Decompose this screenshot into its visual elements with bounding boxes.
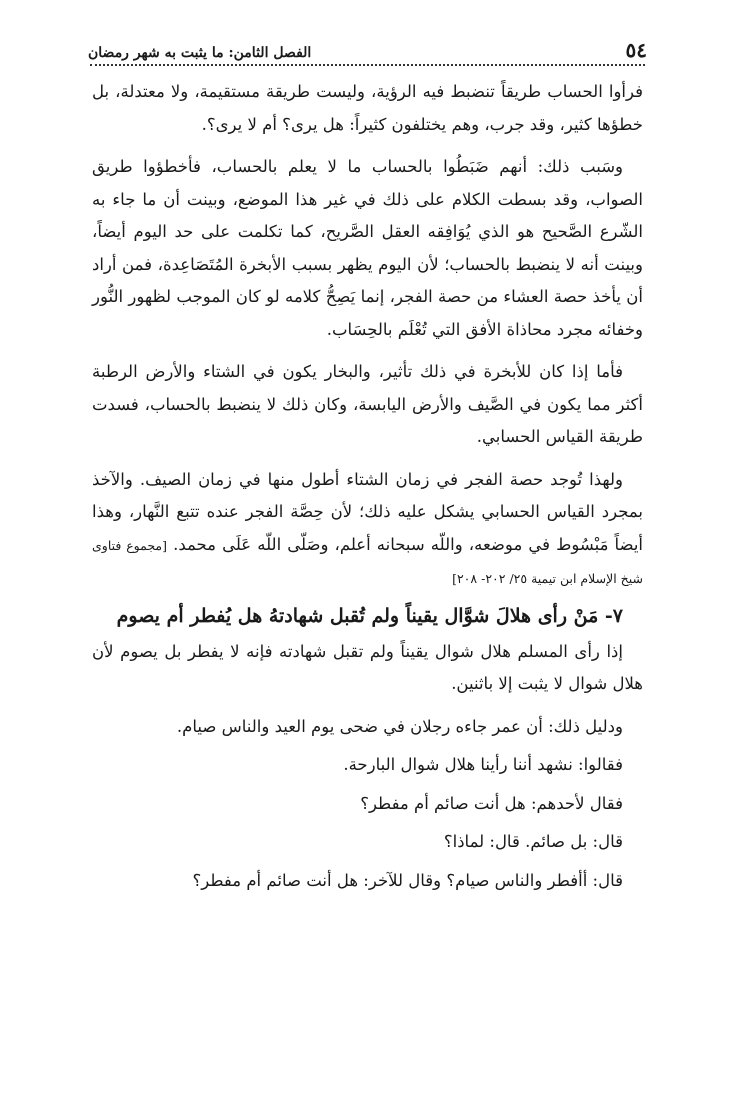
page-number: ٥٤ [625,38,647,62]
paragraph-text: ولهذا تُوجد حصة الفجر في زمان الشتاء أطول منها في زمان الصيف. والآخذ بمجرد القياس الحسابي يشكل عليه ذلك؛ لأن حِصَّة الفجر عنده تتبع النَّهار، وهذا أيضاً مَبْسُوط في موضعه، واللّه سبحانه أعلم، وصَلّى اللّه عَلَى محمد. [92,469,644,554]
paragraph: فقال لأحدهم: هل أنت صائم أم مفطر؟ [360,793,623,813]
header-divider [90,64,645,66]
paragraph: ودليل ذلك: أن عمر جاءه رجلان في ضحى يوم العيد والناس صيام. [176,716,623,736]
paragraph: فرأوا الحساب طريقاً تنضبط فيه الرؤية، وليست طريقة مستقيمة، ولا معتدلة، بل خطؤها كثير، وقد جرب، وهم يختلفون كثيراً: هل يرى؟ أم لا يرى؟. [92,82,643,134]
paragraph [92,464,643,596]
paragraph: إذا رأى المسلم هلال شوال يقيناً ولم تقبل شهادته فإنه لا يفطر بل يصوم لأن هلال شوال لا يثبت إلا باثنين. [92,641,643,693]
running-title: الفصل الثامن: ما يثبت به شهر رمضان [88,45,312,61]
paragraph: وسَبب ذلك: أنهم ضَبَطُوا بالحساب ما لا يعلم بالحساب، فأخطؤوا طريق الصواب، وقد بسطت الكلام على ذلك في غير هذا الموضع، وبينت أن ما جاء به الشّرع الصَّحيح هو الذي يُوَافِقه العقل الصَّريح، كما تكلمت على حد اليوم أيضاً، وبينت أنه لا ينضبط بالحساب؛ لأن اليوم يظهر بسبب الأبخرة المُتَصَاعِدة، فمن أراد أن يأخذ حصة العشاء من حصة الفجر، إنما يَصِحُّ كلامه لو كان الموجب لظهور النُّور وخفائه مجرد محاذاة الأفق التي تُعْلَم بالحِسَاب. [92,157,643,339]
section-title: ٧- مَنْ رأى هلالَ شوَّال يقيناً ولم تُقبل شهادتهُ هل يُفطر أم يصوم [116,604,623,627]
page-body [92,76,643,897]
paragraph: قال: أأفطر والناس صيام؟ وقال للآخر: هل أنت صائم أم مفطر؟ [192,870,623,890]
page-header [88,30,647,60]
paragraph: فقالوا: نشهد أننا رأينا هلال شوال البارحة. [343,755,623,774]
source-citation: [مجموع فتاوى شيخ الإسلام ابن تيمية ٢٥/ ٢٠٢- ٢٠٨] [92,537,643,586]
paragraph: فأما إذا كان للأبخرة في ذلك تأثير، والبخار يكون في الشتاء والأرض الرطبة أكثر مما يكون في الصَّيف والأرض اليابسة، وكان ذلك لا ينضبط بالحساب، فسدت طريقة القياس الحسابي. [92,362,643,446]
paragraph: قال: بل صائم. قال: لماذا؟ [443,832,623,851]
